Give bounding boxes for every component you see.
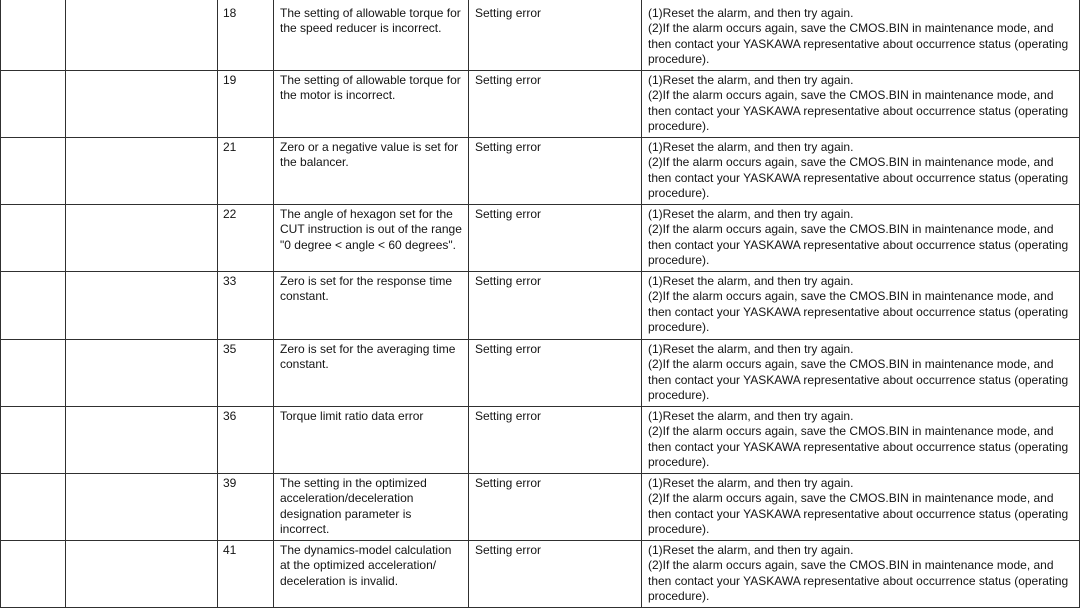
cause-text: Setting error	[469, 138, 642, 205]
table-row	[1, 340, 1080, 407]
cause-text: Setting error	[469, 474, 642, 541]
cause-text: Setting error	[469, 340, 642, 407]
sub-code: 21	[218, 138, 274, 205]
table-row	[1, 407, 1080, 474]
table-row	[1, 272, 1080, 340]
remedy-text: (1)Reset the alarm, and then try again. (2)If the alarm occurs again, save the CMOS.BIN in maintenance mode, and then contact your YASKAWA representative about occurrence status (operating procedure).	[642, 0, 1080, 71]
description-text: Zero is set for the response time constant.	[274, 272, 469, 340]
description-text: The setting in the optimized acceleration/deceleration designation parameter is incorrect.	[274, 474, 469, 541]
table-row	[1, 138, 1080, 205]
empty-cell	[1, 541, 66, 608]
description-text: Zero is set for the averaging time constant.	[274, 340, 469, 407]
table-row	[1, 0, 1080, 71]
empty-cell	[1, 71, 66, 138]
empty-cell	[66, 541, 218, 608]
empty-cell	[66, 205, 218, 272]
sub-code: 39	[218, 474, 274, 541]
empty-cell	[66, 474, 218, 541]
sub-code: 18	[218, 0, 274, 71]
table-row	[1, 541, 1080, 608]
description-text: The angle of hexagon set for the CUT instruction is out of the range "0 degree < angle < 60 degrees".	[274, 205, 469, 272]
sub-code: 41	[218, 541, 274, 608]
remedy-text: (1)Reset the alarm, and then try again. (2)If the alarm occurs again, save the CMOS.BIN in maintenance mode, and then contact your YASKAWA representative about occurrence status (operating procedure).	[642, 205, 1080, 272]
sub-code: 36	[218, 407, 274, 474]
remedy-text: (1)Reset the alarm, and then try again. (2)If the alarm occurs again, save the CMOS.BIN in maintenance mode, and then contact your YASKAWA representative about occurrence status (operating procedure).	[642, 407, 1080, 474]
sub-code: 19	[218, 71, 274, 138]
empty-cell	[1, 340, 66, 407]
remedy-text: (1)Reset the alarm, and then try again. (2)If the alarm occurs again, save the CMOS.BIN in maintenance mode, and then contact your YASKAWA representative about occurrence status (operating procedure).	[642, 71, 1080, 138]
sub-code: 22	[218, 205, 274, 272]
cause-text: Setting error	[469, 205, 642, 272]
empty-cell	[1, 272, 66, 340]
empty-cell	[1, 205, 66, 272]
empty-cell	[66, 340, 218, 407]
description-text: The setting of allowable torque for the speed reducer is incorrect.	[274, 0, 469, 71]
remedy-text: (1)Reset the alarm, and then try again. (2)If the alarm occurs again, save the CMOS.BIN in maintenance mode, and then contact your YASKAWA representative about occurrence status (operating procedure).	[642, 541, 1080, 608]
cause-text: Setting error	[469, 71, 642, 138]
empty-cell	[66, 138, 218, 205]
remedy-text: (1)Reset the alarm, and then try again. (2)If the alarm occurs again, save the CMOS.BIN in maintenance mode, and then contact your YASKAWA representative about occurrence status (operating procedure).	[642, 272, 1080, 340]
empty-cell	[66, 272, 218, 340]
description-text: The dynamics-model calculation at the optimized acceleration/ deceleration is invalid.	[274, 541, 469, 608]
remedy-text: (1)Reset the alarm, and then try again. (2)If the alarm occurs again, save the CMOS.BIN in maintenance mode, and then contact your YASKAWA representative about occurrence status (operating procedure).	[642, 340, 1080, 407]
cause-text: Setting error	[469, 0, 642, 71]
description-text: The setting of allowable torque for the motor is incorrect.	[274, 71, 469, 138]
description-text: Torque limit ratio data error	[274, 407, 469, 474]
remedy-text: (1)Reset the alarm, and then try again. (2)If the alarm occurs again, save the CMOS.BIN in maintenance mode, and then contact your YASKAWA representative about occurrence status (operating procedure).	[642, 138, 1080, 205]
sub-code: 35	[218, 340, 274, 407]
empty-cell	[1, 407, 66, 474]
table-row	[1, 71, 1080, 138]
empty-cell	[1, 474, 66, 541]
cause-text: Setting error	[469, 272, 642, 340]
empty-cell	[1, 0, 66, 71]
remedy-text: (1)Reset the alarm, and then try again. (2)If the alarm occurs again, save the CMOS.BIN in maintenance mode, and then contact your YASKAWA representative about occurrence status (operating procedure).	[642, 474, 1080, 541]
table-row	[1, 205, 1080, 272]
cause-text: Setting error	[469, 407, 642, 474]
description-text: Zero or a negative value is set for the balancer.	[274, 138, 469, 205]
empty-cell	[66, 407, 218, 474]
cause-text: Setting error	[469, 541, 642, 608]
table-row	[1, 474, 1080, 541]
empty-cell	[66, 71, 218, 138]
empty-cell	[66, 0, 218, 71]
sub-code: 33	[218, 272, 274, 340]
empty-cell	[1, 138, 66, 205]
